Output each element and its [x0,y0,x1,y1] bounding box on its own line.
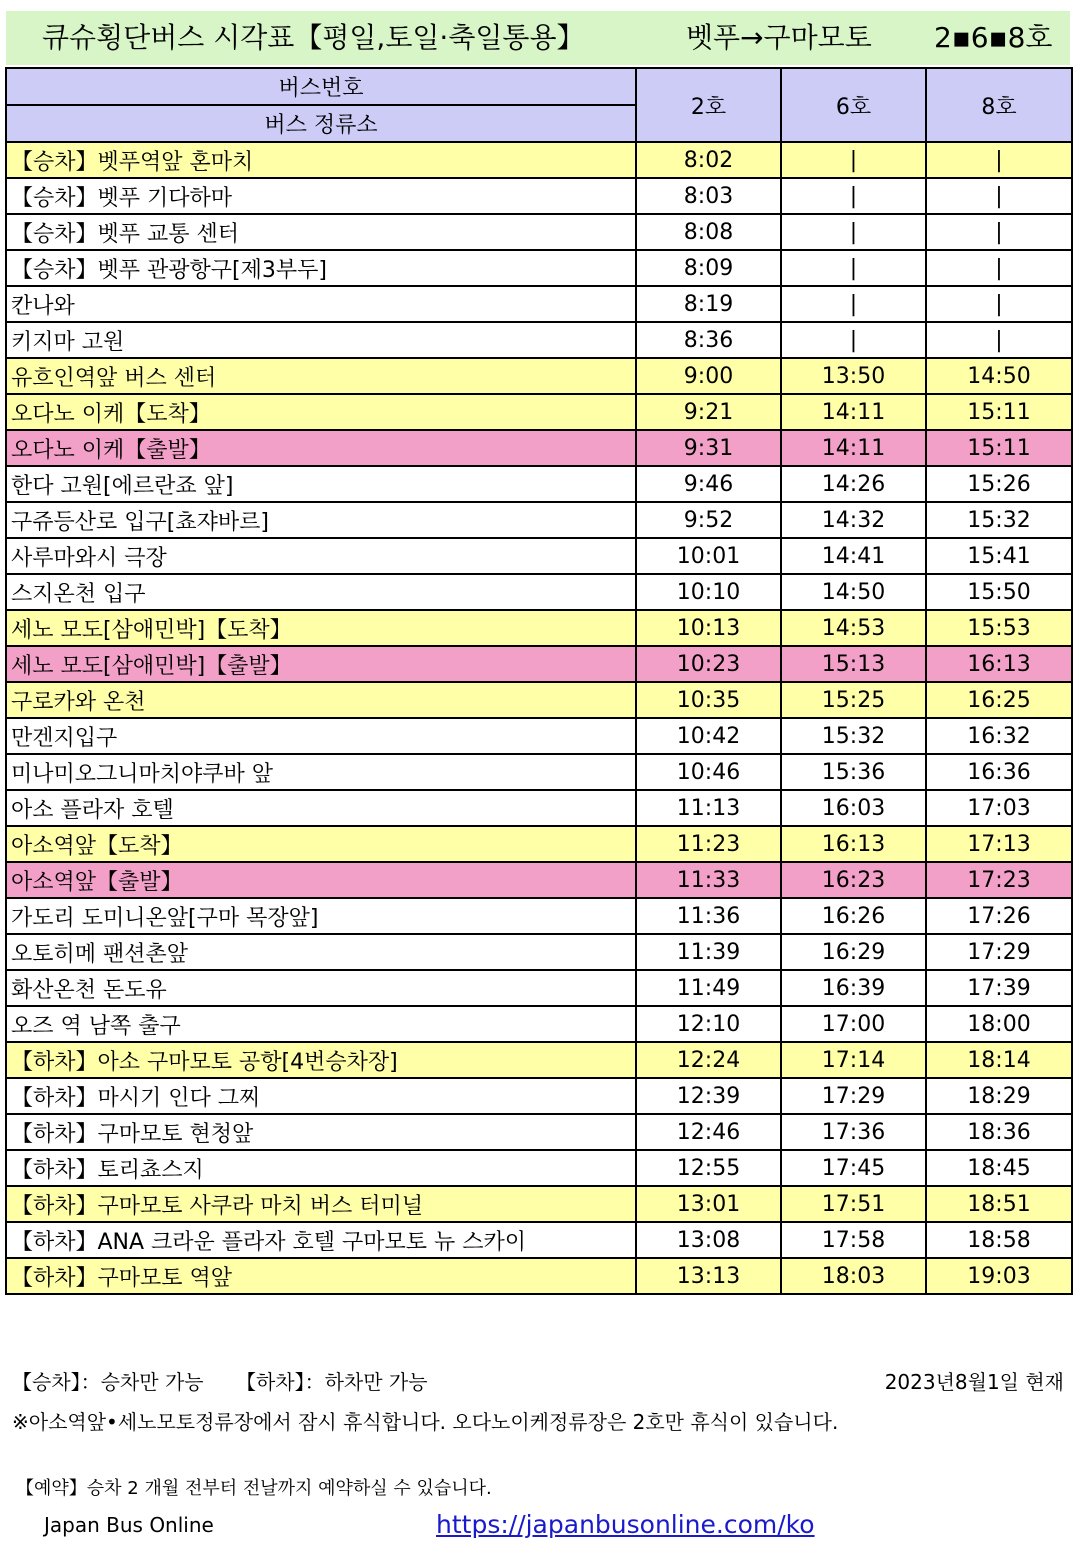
stop-name: 【하차】마시기 인다 그찌 [6,1078,636,1114]
legend-boarding: 【승차】：승차만 가능 [12,1370,204,1394]
bus-number-header: 버스번호 [6,68,636,105]
table-row [6,682,1072,718]
departure-time: 17:39 [926,970,1072,1006]
stop-name: 미나미오그니마치야쿠바 앞 [6,754,636,790]
table-row [6,1222,1072,1258]
departure-time: 8:36 [636,322,781,358]
table-row [6,394,1072,430]
departure-time: | [926,322,1072,358]
departure-time: 8:08 [636,214,781,250]
timetable [5,67,1073,1295]
departure-time: 16:13 [781,826,926,862]
departure-time: 16:13 [926,646,1072,682]
stop-name: 【하차】구마모토 현청앞 [6,1114,636,1150]
table-row [6,142,1072,178]
table-row [6,790,1072,826]
title-bar [6,11,1070,65]
departure-time: | [781,322,926,358]
departure-time: 17:51 [781,1186,926,1222]
table-row [6,1258,1072,1294]
stop-name: 아소역앞【출발】 [6,862,636,898]
departure-time: 17:36 [781,1114,926,1150]
departure-time: 17:29 [781,1078,926,1114]
departure-time: 18:03 [781,1258,926,1294]
departure-time: 18:51 [926,1186,1072,1222]
stop-name: 【승차】벳푸 관광항구[제3부두] [6,250,636,286]
departure-time: 8:02 [636,142,781,178]
departure-time: 8:09 [636,250,781,286]
departure-time: | [926,214,1072,250]
table-row [6,574,1072,610]
departure-time: 17:14 [781,1042,926,1078]
table-row [6,754,1072,790]
departure-time: 11:13 [636,790,781,826]
table-row [6,250,1072,286]
departure-time: 14:11 [781,430,926,466]
departure-time: 15:11 [926,394,1072,430]
brand-name: Japan Bus Online [44,1513,214,1537]
stop-name: 아소역앞【도착】 [6,826,636,862]
bus-column-8: 8호 [926,68,1072,142]
table-row [6,214,1072,250]
table-row [6,970,1072,1006]
bus-column-6: 6호 [781,68,926,142]
departure-time: 16:29 [781,934,926,970]
table-row [6,430,1072,466]
header-row [6,68,1072,105]
departure-time: 12:46 [636,1114,781,1150]
departure-time: 10:35 [636,682,781,718]
departure-time: | [781,250,926,286]
stop-name: 구로카와 온천 [6,682,636,718]
rest-stop-note: ※아소역앞•세노모토정류장에서 잠시 휴식합니다. 오다노이케정류장은 2호만 휴식이 있습니다. [12,1410,839,1434]
departure-time: 14:53 [781,610,926,646]
departure-time: 18:29 [926,1078,1072,1114]
departure-time: 18:58 [926,1222,1072,1258]
departure-time: 18:14 [926,1042,1072,1078]
table-row [6,934,1072,970]
departure-time: 14:50 [781,574,926,610]
departure-time: 10:13 [636,610,781,646]
departure-time: 17:00 [781,1006,926,1042]
stop-name: 【승차】벳푸역앞 혼마치 [6,142,636,178]
departure-time: | [781,214,926,250]
departure-time: 15:26 [926,466,1072,502]
departure-time: 16:03 [781,790,926,826]
departure-time: 17:03 [926,790,1072,826]
current-date: 2023년8월1일 현재 [884,1370,1064,1394]
stop-name: 【하차】구마모토 사쿠라 마치 버스 터미널 [6,1186,636,1222]
departure-time: 15:32 [781,718,926,754]
table-row [6,178,1072,214]
departure-time: 16:23 [781,862,926,898]
bus-numbers-label: 2▪6▪8호 [934,21,1053,54]
departure-time: 12:24 [636,1042,781,1078]
departure-time: 11:23 [636,826,781,862]
departure-time: 10:23 [636,646,781,682]
stop-name: 아소 플라자 호텔 [6,790,636,826]
stop-name: 【하차】아소 구마모토 공항[4번승차장] [6,1042,636,1078]
stop-name: 세노 모도[삼애민박]【출발】 [6,646,636,682]
departure-time: 15:13 [781,646,926,682]
departure-time: 12:10 [636,1006,781,1042]
table-row [6,1150,1072,1186]
departure-time: 10:42 [636,718,781,754]
departure-time: 11:33 [636,862,781,898]
reservation-note: 【예약】승차 2 개월 전부터 전날까지 예약하실 수 있습니다. [16,1478,492,1499]
stop-name: 【승차】벳푸 교통 센터 [6,214,636,250]
departure-time: 15:50 [926,574,1072,610]
departure-time: 14:50 [926,358,1072,394]
table-row [6,1186,1072,1222]
stop-name: 【하차】ANA 크라운 플라자 호텔 구마모토 뉴 스카이 [6,1222,636,1258]
table-row [6,1078,1072,1114]
stop-name: 스지온천 입구 [6,574,636,610]
table-row [6,1006,1072,1042]
departure-time: 18:00 [926,1006,1072,1042]
stop-name: 만겐지입구 [6,718,636,754]
departure-time: 16:39 [781,970,926,1006]
departure-time: 10:01 [636,538,781,574]
departure-time: 13:13 [636,1258,781,1294]
departure-time: 16:26 [781,898,926,934]
table-row [6,610,1072,646]
stop-name: 사루마와시 극장 [6,538,636,574]
stop-name: 키지마 고원 [6,322,636,358]
bus-column-2: 2호 [636,68,781,142]
website-link[interactable]: https://japanbusonline.com/ko [436,1510,815,1539]
stop-name: 세노 모도[삼애민박]【도착】 [6,610,636,646]
departure-time: 8:03 [636,178,781,214]
departure-time: 14:41 [781,538,926,574]
stop-name: 오다노 이케【출발】 [6,430,636,466]
departure-time: 17:13 [926,826,1072,862]
table-row [6,286,1072,322]
departure-time: 12:39 [636,1078,781,1114]
table-row [6,718,1072,754]
departure-time: 17:26 [926,898,1072,934]
departure-time: | [926,178,1072,214]
table-row [6,358,1072,394]
departure-time: 12:55 [636,1150,781,1186]
stop-name: 가도리 도미니온앞[구마 목장앞] [6,898,636,934]
departure-time: 9:21 [636,394,781,430]
stop-name: 오토히메 팬션촌앞 [6,934,636,970]
table-row [6,322,1072,358]
stop-name: 오즈 역 남쪽 출구 [6,1006,636,1042]
departure-time: 19:03 [926,1258,1072,1294]
table-row [6,502,1072,538]
departure-time: 14:11 [781,394,926,430]
departure-time: 15:41 [926,538,1072,574]
departure-time: 17:58 [781,1222,926,1258]
stop-name: 【하차】구마모토 역앞 [6,1258,636,1294]
stop-name: 한다 고원[에르란죠 앞] [6,466,636,502]
departure-time: 15:53 [926,610,1072,646]
departure-time: 16:25 [926,682,1072,718]
departure-time: 11:36 [636,898,781,934]
legend-alighting: 【하차】：하차만 가능 [235,1370,428,1394]
route-label: 벳푸→구마모토 [686,21,872,54]
departure-time: 10:10 [636,574,781,610]
departure-time: 13:01 [636,1186,781,1222]
departure-time: 15:36 [781,754,926,790]
departure-time: 10:46 [636,754,781,790]
table-row [6,826,1072,862]
departure-time: 9:46 [636,466,781,502]
departure-time: 13:50 [781,358,926,394]
table-row [6,538,1072,574]
departure-time: 17:23 [926,862,1072,898]
bus-stop-header: 버스 정류소 [6,105,636,142]
table-row [6,646,1072,682]
stop-name: 칸나와 [6,286,636,322]
stop-name: 오다노 이케【도착】 [6,394,636,430]
stop-name: 화산온천 돈도유 [6,970,636,1006]
departure-time: | [781,286,926,322]
departure-time: | [926,250,1072,286]
departure-time: | [781,178,926,214]
departure-time: 11:39 [636,934,781,970]
departure-time: | [926,286,1072,322]
stop-name: 유흐인역앞 버스 센터 [6,358,636,394]
departure-time: 17:29 [926,934,1072,970]
stop-name: 【하차】토리쵸스지 [6,1150,636,1186]
timetable-title: 큐슈횡단버스 시각표【평일,토일·축일통용】 [42,21,585,54]
departure-time: | [926,142,1072,178]
departure-time: 11:49 [636,970,781,1006]
table-row [6,1114,1072,1150]
legend [12,1366,454,1395]
table-row [6,1042,1072,1078]
stop-name: 구쥬등산로 입구[쵸쟈바르] [6,502,636,538]
departure-time: 16:36 [926,754,1072,790]
departure-time: 14:26 [781,466,926,502]
departure-time: 17:45 [781,1150,926,1186]
departure-time: 13:08 [636,1222,781,1258]
departure-time: | [781,142,926,178]
departure-time: 15:32 [926,502,1072,538]
departure-time: 9:52 [636,502,781,538]
departure-time: 8:19 [636,286,781,322]
table-row [6,898,1072,934]
table-row [6,466,1072,502]
table-row [6,862,1072,898]
departure-time: 15:25 [781,682,926,718]
departure-time: 9:31 [636,430,781,466]
departure-time: 14:32 [781,502,926,538]
departure-time: 9:00 [636,358,781,394]
departure-time: 18:36 [926,1114,1072,1150]
departure-time: 16:32 [926,718,1072,754]
departure-time: 18:45 [926,1150,1072,1186]
stop-name: 【승차】벳푸 기다하마 [6,178,636,214]
departure-time: 15:11 [926,430,1072,466]
